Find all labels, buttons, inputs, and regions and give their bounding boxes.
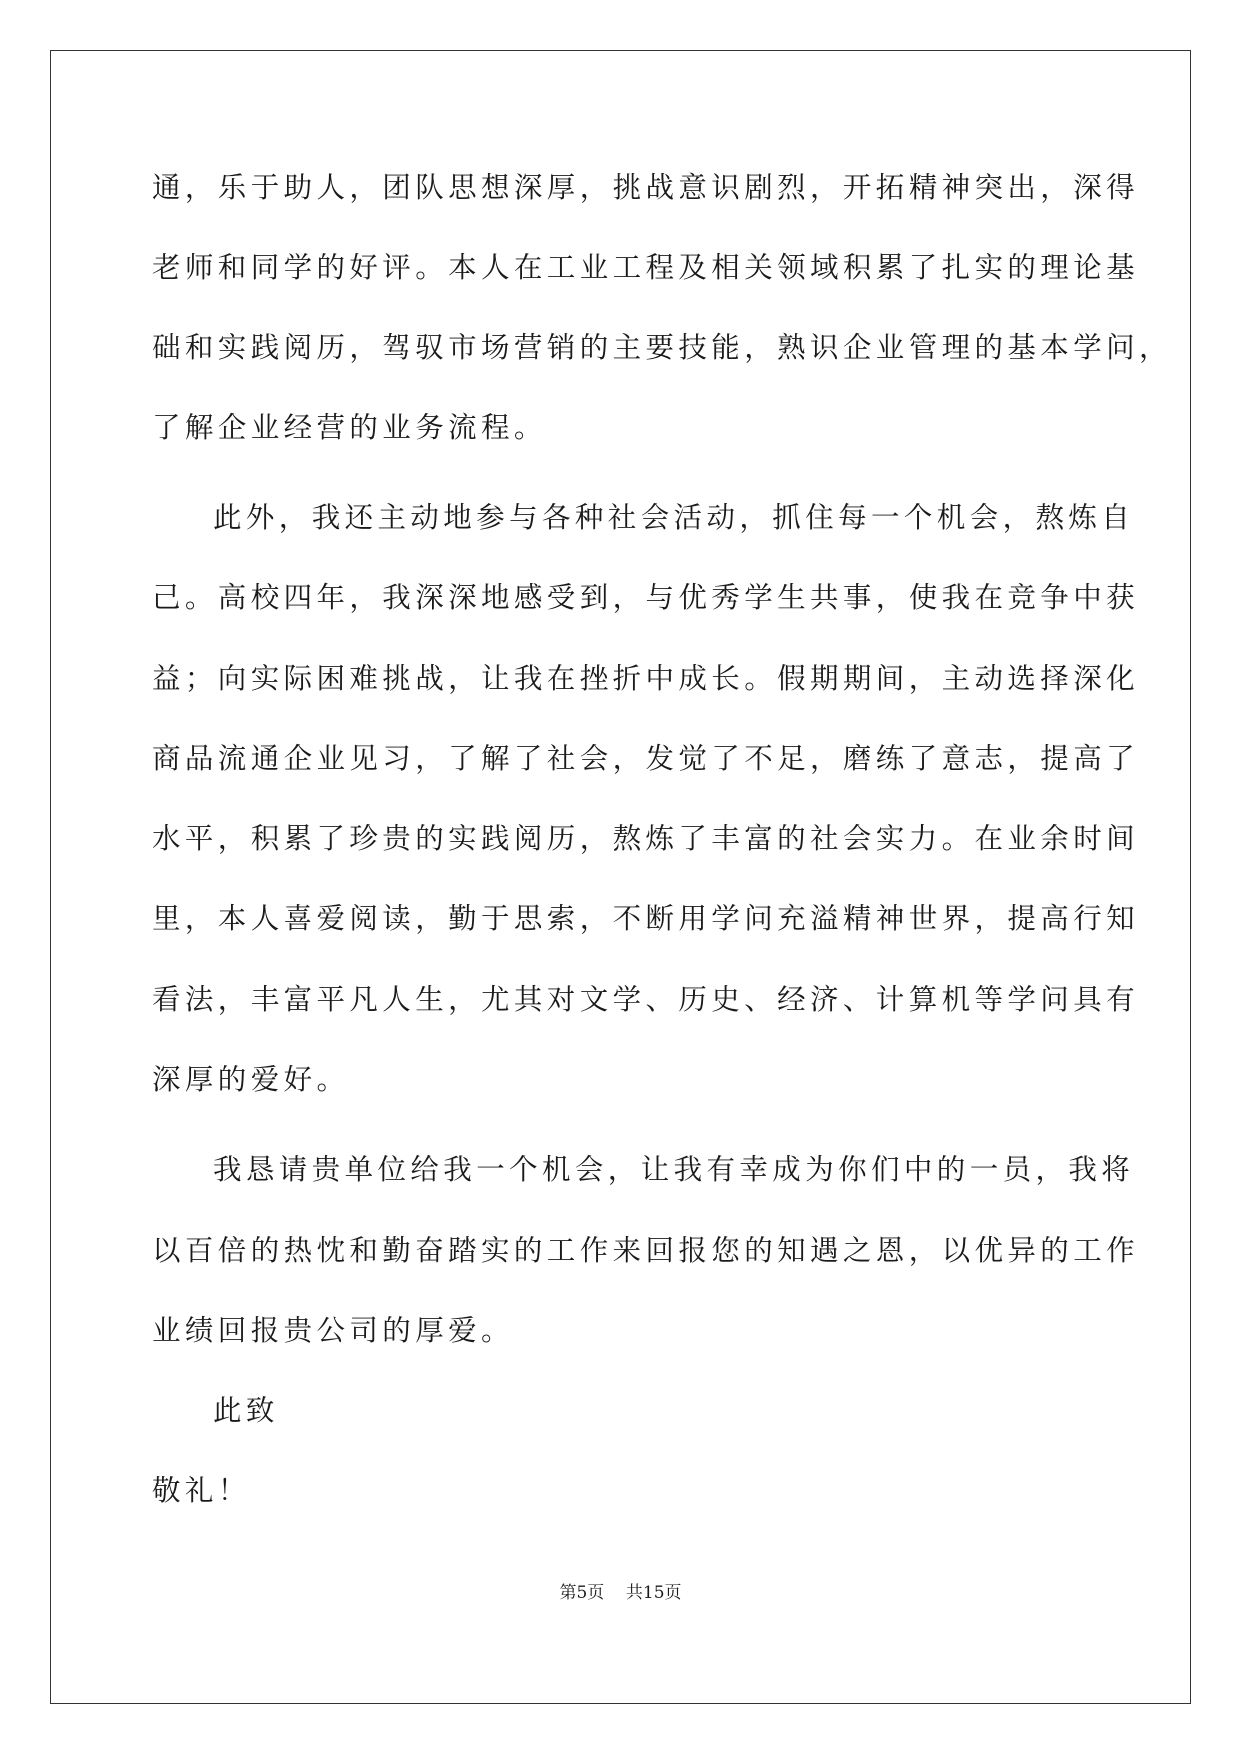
body-line: 商品流通企业见习，了解了社会，发觉了不足，磨练了意志，提高了 (152, 742, 1140, 775)
body-line: 里，本人喜爱阅读，勤于思索，不断用学问充溢精神世界，提高行知 (152, 902, 1140, 935)
paragraph-first-line: 此外，我还主动地参与各种社会活动，抓住每一个机会，熬炼自 (213, 501, 1135, 534)
page-total: 共15页 (625, 1583, 682, 1603)
paragraph-first-line: 我恳请贵单位给我一个机会，让我有幸成为你们中的一员，我将 (213, 1153, 1135, 1186)
body-line: 深厚的爱好。 (152, 1063, 350, 1096)
page-footer (0, 1582, 1241, 1604)
closing-regards: 敬礼！ (152, 1474, 251, 1507)
page-frame (50, 50, 1191, 1704)
body-line: 以百倍的热忱和勤奋踏实的工作来回报您的知遇之恩，以优异的工作 (152, 1234, 1140, 1267)
body-line: 看法，丰富平凡人生，尤其对文学、历史、经济、计算机等学问具有 (152, 983, 1140, 1016)
body-line: 老师和同学的好评。本人在工业工程及相关领域积累了扎实的理论基 (152, 251, 1140, 284)
body-line: 了解企业经营的业务流程。 (152, 411, 547, 444)
body-line: 础和实践阅历，驾驭市场营销的主要技能，熟识企业管理的基本学问， (152, 331, 1172, 364)
closing-salutation: 此致 (213, 1394, 279, 1427)
page-number: 第5页 (559, 1583, 605, 1603)
body-line: 益；向实际困难挑战，让我在挫折中成长。假期期间，主动选择深化 (152, 662, 1140, 695)
body-line: 己。高校四年，我深深地感受到，与优秀学生共事，使我在竞争中获 (152, 581, 1140, 614)
body-line: 通，乐于助人，团队思想深厚，挑战意识剧烈，开拓精神突出，深得 (152, 171, 1140, 204)
body-line: 水平，积累了珍贵的实践阅历，熬炼了丰富的社会实力。在业余时间 (152, 822, 1140, 855)
body-line: 业绩回报贵公司的厚爱。 (152, 1314, 514, 1347)
